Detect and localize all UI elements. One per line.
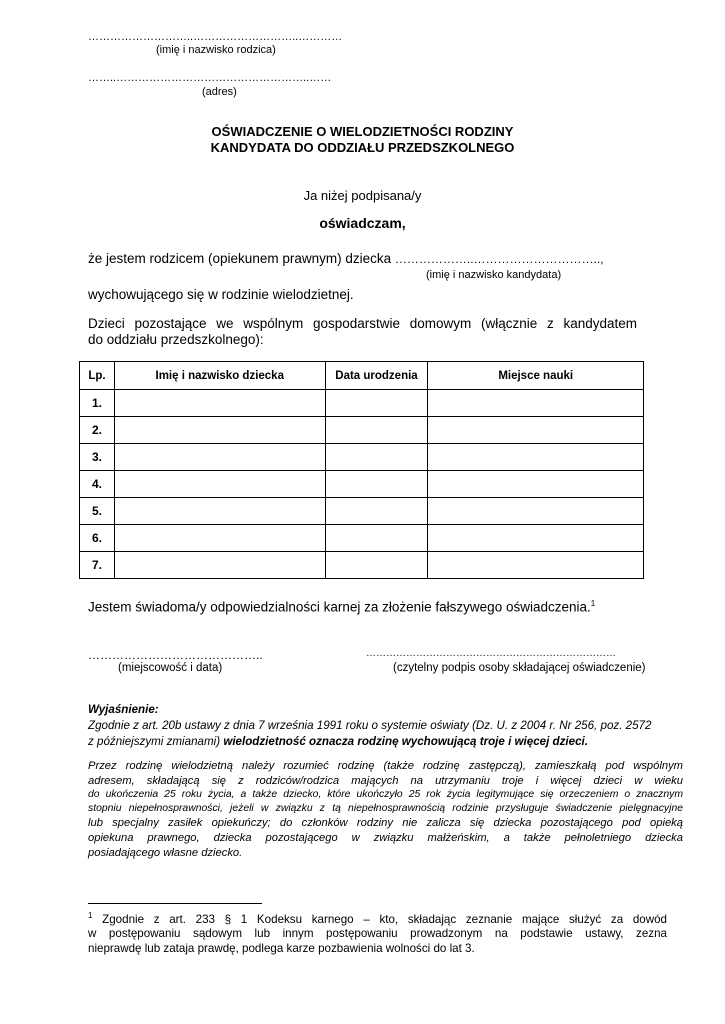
explanation-p1-line2 (88, 735, 588, 748)
row-number: 1. (80, 390, 115, 417)
birth-date-cell[interactable] (325, 525, 428, 552)
signature-caption: (czytelny podpis osoby składającej oświadczenie) (393, 662, 646, 674)
document-title-line2: KANDYDATA DO ODDZIAŁU PRZEDSZKOLNEGO (210, 140, 515, 155)
parent-name-caption: (imię i nazwisko rodzica) (156, 44, 276, 56)
child-name-cell[interactable] (114, 498, 325, 525)
explanation-p2-line4: stopniu niepełnosprawności, jeżeli w związku z tą niepełnosprawnością rodzinie przysługuje świadczenie pielęgnacyjne (88, 803, 683, 814)
table-row (80, 390, 644, 417)
table-row (80, 444, 644, 471)
school-cell[interactable] (428, 417, 644, 444)
liability-statement (88, 599, 595, 615)
footnote-line2: w postępowaniu sądowym lub innym postępowaniu prowadzonym na podstawie ustawy, zezna (88, 927, 667, 940)
place-date-caption: (miejscowość i data) (118, 662, 223, 674)
school-cell[interactable] (428, 390, 644, 417)
footnote-line3: nieprawdę lub zataja prawdę, podlega karze pozbawienia wolności do lat 3. (88, 942, 475, 955)
table-row (80, 525, 644, 552)
header-lp: Lp. (80, 362, 115, 390)
explanation-p1-bold: wielodzietność oznacza rodzinę wychowującą troje i więcej dzieci. (223, 735, 588, 748)
parent-name-dots: ………………………..………………………..………… (88, 31, 343, 43)
table-row (80, 498, 644, 525)
row-number: 6. (80, 525, 115, 552)
explanation-p2-line2: adresem, składającą się z rodziców/rodzica mających na utrzymaniu troje i więcej dzieci w wieku (88, 775, 683, 787)
row-number: 3. (80, 444, 115, 471)
child-name-cell[interactable] (114, 471, 325, 498)
address-dots: ……..……………………………………………..…… (88, 72, 332, 84)
statement-line1 (88, 251, 604, 266)
explanation-p2-line5: lub specjalny zasiłek opiekuńczy; do członków rodziny nie zalicza się dziecka pozostającego pod opieką (88, 817, 683, 829)
place-date-dots: …………………………………….. (88, 648, 263, 662)
explanation-p1-line1: Zgodnie z art. 20b ustawy z dnia 7 września 1991 roku o systemie oświaty (Dz. U. z 2004 r. Nr 256, poz. 2572 (88, 719, 652, 732)
footnote-ref: 1 (590, 599, 596, 608)
row-number: 2. (80, 417, 115, 444)
child-name-cell[interactable] (114, 525, 325, 552)
statement-line2: wychowującego się w rodzinie wielodzietnej. (88, 287, 354, 302)
footnote-mark: 1 (88, 911, 93, 920)
address-caption: (adres) (202, 86, 237, 98)
statement-line1-text: że jestem rodzicem (opiekunem prawnym) dziecka (88, 251, 392, 266)
header-birth-date: Data urodzenia (325, 362, 428, 390)
child-name-cell[interactable] (114, 390, 325, 417)
signature-dots: ………………………………………………………………… (366, 648, 616, 659)
table-row (80, 552, 644, 579)
table-row (80, 471, 644, 498)
footnote-line1 (88, 911, 667, 926)
explanation-p1-plain: z późniejszymi zmianami) (88, 735, 221, 748)
footnote-separator (88, 903, 262, 904)
birth-date-cell[interactable] (325, 471, 428, 498)
birth-date-cell[interactable] (325, 498, 428, 525)
children-table (79, 361, 644, 579)
explanation-p2-line1: Przez rodzinę wielodzietną należy rozumieć rodzinę (także rodzinę zastępczą), zamieszkałą pod wspólnym (88, 760, 683, 772)
header-school: Miejsce nauki (428, 362, 644, 390)
child-name-cell[interactable] (114, 444, 325, 471)
school-cell[interactable] (428, 525, 644, 552)
document-title-line1: OŚWIADCZENIE O WIELODZIETNOŚCI RODZINY (211, 124, 514, 139)
candidate-caption: (imię i nazwisko kandydata) (426, 269, 562, 281)
explanation-p2-line3: do ukończenia 25 roku życia, a także dziecko, które ukończyło 25 rok życia legitymujące się orzeczeniem o znacznym (88, 789, 683, 800)
child-name-cell[interactable] (114, 417, 325, 444)
table-header-row (80, 362, 644, 390)
explanation-heading: Wyjaśnienie: (88, 703, 159, 716)
candidate-name-dots: ………………..………………………….., (394, 252, 604, 266)
signed-text: Ja niżej podpisana/y (303, 188, 422, 203)
birth-date-cell[interactable] (325, 390, 428, 417)
header-child-name: Imię i nazwisko dziecka (114, 362, 325, 390)
children-intro-line2: do oddziału przedszkolnego): (88, 332, 264, 347)
birth-date-cell[interactable] (325, 552, 428, 579)
birth-date-cell[interactable] (325, 417, 428, 444)
table-row (80, 417, 644, 444)
school-cell[interactable] (428, 444, 644, 471)
explanation-p2-line7: posiadającego własne dziecko. (88, 847, 243, 859)
explanation-p2-line6: opiekuna prawnego, dziecka pozostającego w związku małżeńskim, a także pełnoletniego dziecka (88, 832, 683, 844)
footnote-line1-text: Zgodnie z art. 233 § 1 Kodeksu karnego – kto, składając zeznanie mające służyć za dowód (102, 912, 667, 926)
children-intro-line1: Dzieci pozostające we wspólnym gospodarstwie domowym (włącznie z kandydatem (88, 316, 637, 331)
declare-text: oświadczam, (319, 215, 406, 231)
school-cell[interactable] (428, 471, 644, 498)
row-number: 5. (80, 498, 115, 525)
school-cell[interactable] (428, 552, 644, 579)
row-number: 4. (80, 471, 115, 498)
school-cell[interactable] (428, 498, 644, 525)
liability-text: Jestem świadoma/y odpowiedzialności karnej za złożenie fałszywego oświadczenia. (88, 599, 591, 615)
child-name-cell[interactable] (114, 552, 325, 579)
birth-date-cell[interactable] (325, 444, 428, 471)
row-number: 7. (80, 552, 115, 579)
